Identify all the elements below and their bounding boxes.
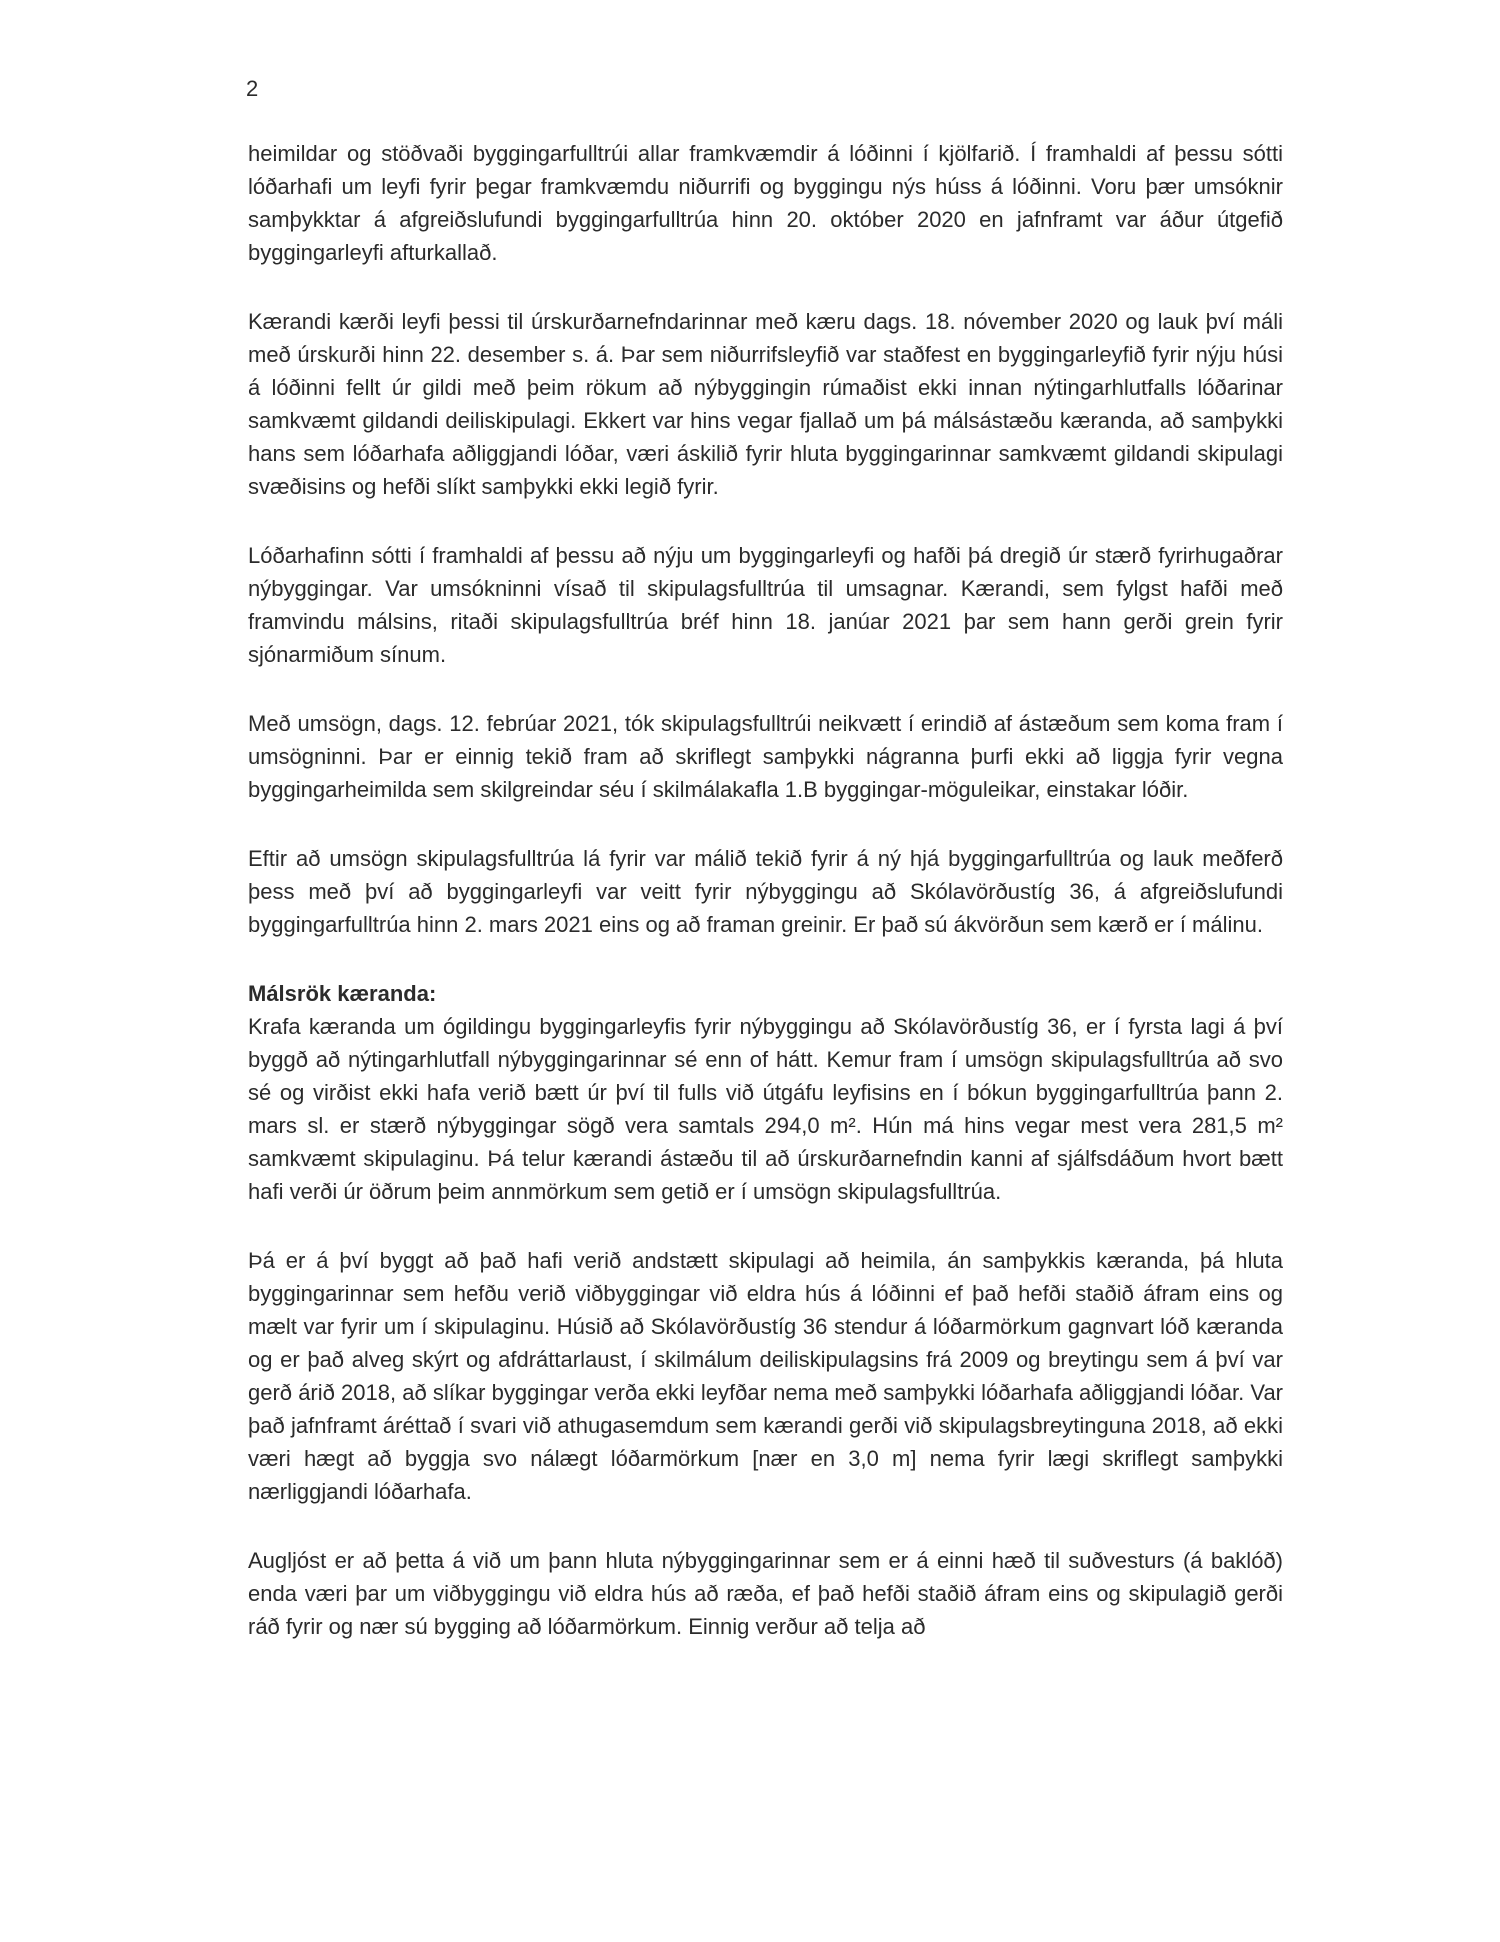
paragraph: Eftir að umsögn skipulagsfulltrúa lá fyrir var málið tekið fyrir á ný hjá byggingarfulltrúa og lauk meðferð þess með því að byggingarleyfi var veitt fyrir nýbyggingu að Skólavörðustíg 36, á afgreiðslufundi byggingarfulltrúa hinn 2. mars 2021 eins og að framan greinir. Er það sú ákvörðun sem kærð er í málinu.: [248, 846, 1283, 937]
paragraph: Krafa kæranda um ógildingu byggingarleyfis fyrir nýbyggingu að Skólavörðustíg 36, er í fyrsta lagi á því byggð að nýtingarhlutfall nýbyggingarinnar sé enn of hátt. Kemur fram í umsögn skipulagsfulltrúa að svo sé og virðist ekki hafa verið bætt úr því til fulls við útgáfu leyfisins en í bókun byggingarfulltrúa þann 2. mars sl. er stærð nýbyggingar sögð vera samtals 294,0 m². Hún má hins vegar mest vera 281,5 m² samkvæmt skipulaginu. Þá telur kærandi ástæðu til að úrskurðarnefndin kanni af sjálfsdáðum hvort bætt hafi verði úr öðrum þeim annmörkum sem getið er í umsögn skipulagsfulltrúa.: [248, 1014, 1283, 1204]
document-body: [248, 137, 1283, 1679]
paragraph: heimildar og stöðvaði byggingarfulltrúi allar framkvæmdir á lóðinni í kjölfarið. Í framhaldi af þessu sótti lóðarhafi um leyfi fyrir þegar framkvæmdu niðurrifi og byggingu nýs húss á lóðinni. Voru þær umsóknir samþykktar á afgreiðslufundi byggingarfulltrúa hinn 20. október 2020 en jafnframt var áður útgefið byggingarleyfi afturkallað.: [248, 141, 1283, 265]
paragraph: Þá er á því byggt að það hafi verið andstætt skipulagi að heimila, án samþykkis kæranda, þá hluta byggingarinnar sem hefðu verið viðbyggingar við eldra hús á lóðinni ef það hefði staðið áfram eins og mælt var fyrir um í skipulaginu. Húsið að Skólavörðustíg 36 stendur á lóðarmörkum gagnvart lóð kæranda og er það alveg skýrt og afdráttarlaust, í skilmálum deiliskipulagsins frá 2009 og breytingu sem á því var gerð árið 2018, að slíkar byggingar verða ekki leyfðar nema með samþykki lóðarhafa aðliggjandi lóðar. Var það jafnframt áréttað í svari við athugasemdum sem kærandi gerði við skipulagsbreytinguna 2018, að ekki væri hægt að byggja svo nálægt lóðarmörkum [nær en 3,0 m] nema fyrir lægi skriflegt samþykki nærliggjandi lóðarhafa.: [248, 1248, 1283, 1504]
paragraph: Augljóst er að þetta á við um þann hluta nýbyggingarinnar sem er á einni hæð til suðvesturs (á baklóð) enda væri þar um viðbyggingu við eldra hús að ræða, ef það hefði staðið áfram eins og skipulagið gerði ráð fyrir og nær sú bygging að lóðarmörkum. Einnig verður að telja að: [248, 1548, 1283, 1639]
paragraph: Lóðarhafinn sótti í framhaldi af þessu að nýju um byggingarleyfi og hafði þá dregið úr stærð fyrirhugaðrar nýbyggingar. Var umsókninni vísað til skipulagsfulltrúa til umsagnar. Kærandi, sem fylgst hafði með framvindu málsins, ritaði skipulagsfulltrúa bréf hinn 18. janúar 2021 þar sem hann gerði grein fyrir sjónarmiðum sínum.: [248, 543, 1283, 667]
section-heading: Málsrök kæranda:: [248, 981, 437, 1006]
page-number: 2: [246, 76, 259, 101]
paragraph: Kærandi kærði leyfi þessi til úrskurðarnefndarinnar með kæru dags. 18. nóvember 2020 og lauk því máli með úrskurði hinn 22. desember s. á. Þar sem niðurrifsleyfið var staðfest en byggingarleyfið fyrir nýju húsi á lóðinni fellt úr gildi með þeim rökum að nýbyggingin rúmaðist ekki innan nýtingarhlutfalls lóðarinar samkvæmt gildandi deiliskipulagi. Ekkert var hins vegar fjallað um þá málsástæðu kæranda, að samþykki hans sem lóðarhafa aðliggjandi lóðar, væri áskilið fyrir hluta byggingarinnar samkvæmt gildandi skipulagi svæðisins og hefði slíkt samþykki ekki legið fyrir.: [248, 309, 1283, 499]
paragraph: Með umsögn, dags. 12. febrúar 2021, tók skipulagsfulltrúi neikvætt í erindið af ástæðum sem koma fram í umsögninni. Þar er einnig tekið fram að skriflegt samþykki nágranna þurfi ekki að liggja fyrir vegna byggingarheimilda sem skilgreindar séu í skilmálakafla 1.B byggingar-möguleikar, einstakar lóðir.: [248, 711, 1283, 802]
